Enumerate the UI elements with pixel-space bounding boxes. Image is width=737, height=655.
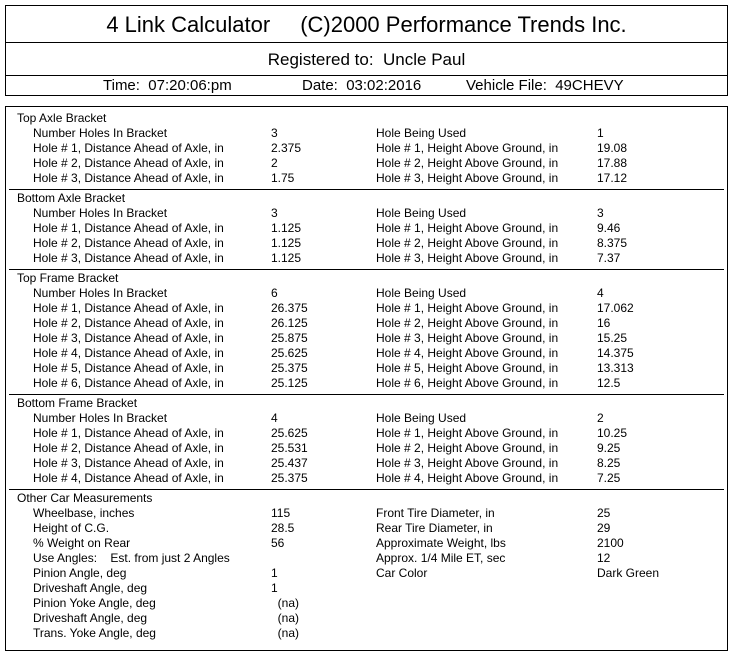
field-label: Hole Being Used [376, 126, 467, 140]
field-value: 15.25 [597, 331, 628, 345]
field-label: Hole # 1, Distance Ahead of Axle, in [33, 221, 224, 235]
field-value: 17.12 [597, 171, 628, 185]
field-label: Front Tire Diameter, in [376, 506, 495, 520]
field-value: Dark Green [597, 566, 660, 580]
field-label: Number Holes In Bracket [33, 286, 168, 300]
field-value: 1.125 [271, 221, 302, 235]
field-label: Hole # 1, Height Above Ground, in [376, 301, 559, 315]
field-value: 1.125 [271, 251, 302, 265]
field-label: Hole # 2, Distance Ahead of Axle, in [33, 236, 224, 250]
field-value: 8.25 [597, 456, 621, 470]
field-value: 4 [597, 286, 604, 300]
registered-label: Registered to: [267, 50, 374, 69]
field-label: Pinion Yoke Angle, deg [33, 596, 156, 610]
field-label: Hole Being Used [376, 286, 467, 300]
time-label: Time: [103, 77, 140, 94]
field-label: Number Holes In Bracket [33, 411, 168, 425]
registered-name: Uncle Paul [383, 50, 466, 69]
field-label: Hole # 2, Height Above Ground, in [376, 236, 559, 250]
field-value: 25.625 [271, 346, 308, 360]
field-value: 7.25 [597, 471, 621, 485]
page-title [6, 12, 727, 38]
field-value: 2 [597, 411, 604, 425]
field-label: Hole # 3, Height Above Ground, in [376, 251, 559, 265]
field-label: Hole # 2, Height Above Ground, in [376, 156, 559, 170]
section-other-car-measurements [9, 490, 724, 645]
section-bottom-axle-bracket [9, 190, 724, 270]
field-value: 25.375 [271, 361, 308, 375]
field-label: Hole # 2, Height Above Ground, in [376, 316, 559, 330]
field-value: 2 [271, 156, 278, 170]
field-value: 19.08 [597, 141, 628, 155]
field-value: 17.88 [597, 156, 628, 170]
field-value: 3 [271, 126, 278, 140]
field-label: Hole # 4, Height Above Ground, in [376, 346, 559, 360]
section-title: Other Car Measurements [17, 491, 153, 505]
field-value: 28.5 [271, 521, 295, 535]
field-value: 2.375 [271, 141, 302, 155]
field-label: Hole # 6, Distance Ahead of Axle, in [33, 376, 224, 390]
field-label: Hole # 5, Distance Ahead of Axle, in [33, 361, 224, 375]
date-label: Date: [302, 77, 338, 94]
registration-row [6, 42, 727, 76]
field-label: Hole # 4, Distance Ahead of Axle, in [33, 346, 224, 360]
field-value: (na) [271, 611, 300, 625]
date-value: 03:02:2016 [346, 77, 422, 94]
field-value: 25.531 [271, 441, 308, 455]
field-label: Hole # 1, Height Above Ground, in [376, 221, 559, 235]
field-value: 1 [597, 126, 604, 140]
field-value: 2100 [597, 536, 624, 550]
field-label: Number Holes In Bracket [33, 126, 168, 140]
field-value: 26.125 [271, 316, 308, 330]
field-label: Hole # 2, Distance Ahead of Axle, in [33, 156, 224, 170]
registration [6, 50, 727, 70]
field-value: 25.375 [271, 471, 308, 485]
field-value: 6 [271, 286, 278, 300]
field-label: Rear Tire Diameter, in [376, 521, 493, 535]
field-value: (na) [271, 626, 300, 640]
field-label: Height of C.G. [33, 521, 110, 535]
section-bottom-frame-bracket [9, 395, 724, 490]
field-label: Approx. 1/4 Mile ET, sec [376, 551, 506, 565]
date-info [302, 77, 421, 94]
section-title: Bottom Axle Bracket [17, 191, 126, 205]
section-top-frame-bracket [9, 270, 724, 395]
field-label: Hole # 3, Height Above Ground, in [376, 171, 559, 185]
section-title: Top Axle Bracket [17, 111, 107, 125]
vehicle-value: 49CHEVY [555, 77, 624, 94]
field-label: Hole # 1, Distance Ahead of Axle, in [33, 301, 224, 315]
field-label: Hole # 3, Distance Ahead of Axle, in [33, 171, 224, 185]
field-value: 25.125 [271, 376, 308, 390]
field-value: 25.625 [271, 426, 308, 440]
field-value: 14.375 [597, 346, 634, 360]
field-value: 1.125 [271, 236, 302, 250]
field-value: 115 [271, 506, 291, 520]
report-header [5, 5, 728, 96]
section-title: Bottom Frame Bracket [17, 396, 138, 410]
field-value: 10.25 [597, 426, 628, 440]
field-label: Hole # 5, Height Above Ground, in [376, 361, 559, 375]
field-value: 29 [597, 521, 611, 535]
field-label: Use Angles: Est. from just 2 Angles [33, 551, 230, 565]
field-value: 1 [271, 581, 278, 595]
field-value: 25.437 [271, 456, 308, 470]
field-value: 7.37 [597, 251, 621, 265]
section-top-axle-bracket [9, 110, 724, 190]
field-label: Hole # 3, Distance Ahead of Axle, in [33, 251, 224, 265]
field-label: Approximate Weight, lbs [376, 536, 506, 550]
field-label: Hole # 6, Height Above Ground, in [376, 376, 559, 390]
field-value: 9.46 [597, 221, 621, 235]
copyright-text: (C)2000 Performance Trends Inc. [300, 12, 627, 37]
field-label: Hole # 1, Height Above Ground, in [376, 141, 559, 155]
field-label: Hole # 3, Height Above Ground, in [376, 331, 559, 345]
section-title: Top Frame Bracket [17, 271, 119, 285]
info-row [6, 75, 727, 96]
field-label: Hole # 4, Height Above Ground, in [376, 471, 559, 485]
title-row [6, 6, 727, 43]
field-label: Driveshaft Angle, deg [33, 581, 148, 595]
field-value: 13.313 [597, 361, 634, 375]
field-label: % Weight on Rear [33, 536, 131, 550]
field-value: 26.375 [271, 301, 308, 315]
field-value: 25 [597, 506, 611, 520]
measurements-report [5, 106, 728, 651]
field-value: 56 [271, 536, 285, 550]
field-label: Hole Being Used [376, 411, 467, 425]
field-label: Hole # 3, Height Above Ground, in [376, 456, 559, 470]
field-label: Hole # 1, Distance Ahead of Axle, in [33, 141, 224, 155]
field-value: 4 [271, 411, 278, 425]
field-label: Pinion Angle, deg [33, 566, 127, 580]
field-value: 12 [597, 551, 611, 565]
field-label: Trans. Yoke Angle, deg [33, 626, 156, 640]
field-value: 3 [271, 206, 278, 220]
field-label: Wheelbase, inches [33, 506, 135, 520]
field-value: 17.062 [597, 301, 634, 315]
field-value: 1 [271, 566, 278, 580]
field-label: Hole # 2, Distance Ahead of Axle, in [33, 316, 224, 330]
field-value: 9.25 [597, 441, 621, 455]
field-label: Driveshaft Angle, deg [33, 611, 148, 625]
field-label: Hole # 2, Height Above Ground, in [376, 441, 559, 455]
field-label: Hole # 3, Distance Ahead of Axle, in [33, 456, 224, 470]
time-info [103, 77, 232, 94]
field-value: 25.875 [271, 331, 308, 345]
time-value: 07:20:06:pm [148, 77, 232, 94]
field-label: Hole # 1, Height Above Ground, in [376, 426, 559, 440]
field-label: Hole # 2, Distance Ahead of Axle, in [33, 441, 224, 455]
vehicle-label: Vehicle File: [466, 77, 547, 94]
field-value: 1.75 [271, 171, 295, 185]
field-value: (na) [271, 596, 300, 610]
field-label: Number Holes In Bracket [33, 206, 168, 220]
app-title: 4 Link Calculator [106, 12, 271, 37]
field-label: Hole # 1, Distance Ahead of Axle, in [33, 426, 224, 440]
vehicle-info [466, 77, 624, 94]
field-value: 12.5 [597, 376, 621, 390]
field-label: Hole # 4, Distance Ahead of Axle, in [33, 471, 224, 485]
field-value: 16 [597, 316, 611, 330]
field-value: 8.375 [597, 236, 628, 250]
field-label: Hole # 3, Distance Ahead of Axle, in [33, 331, 224, 345]
field-label: Hole Being Used [376, 206, 467, 220]
field-label: Car Color [376, 566, 428, 580]
field-value: 3 [597, 206, 604, 220]
